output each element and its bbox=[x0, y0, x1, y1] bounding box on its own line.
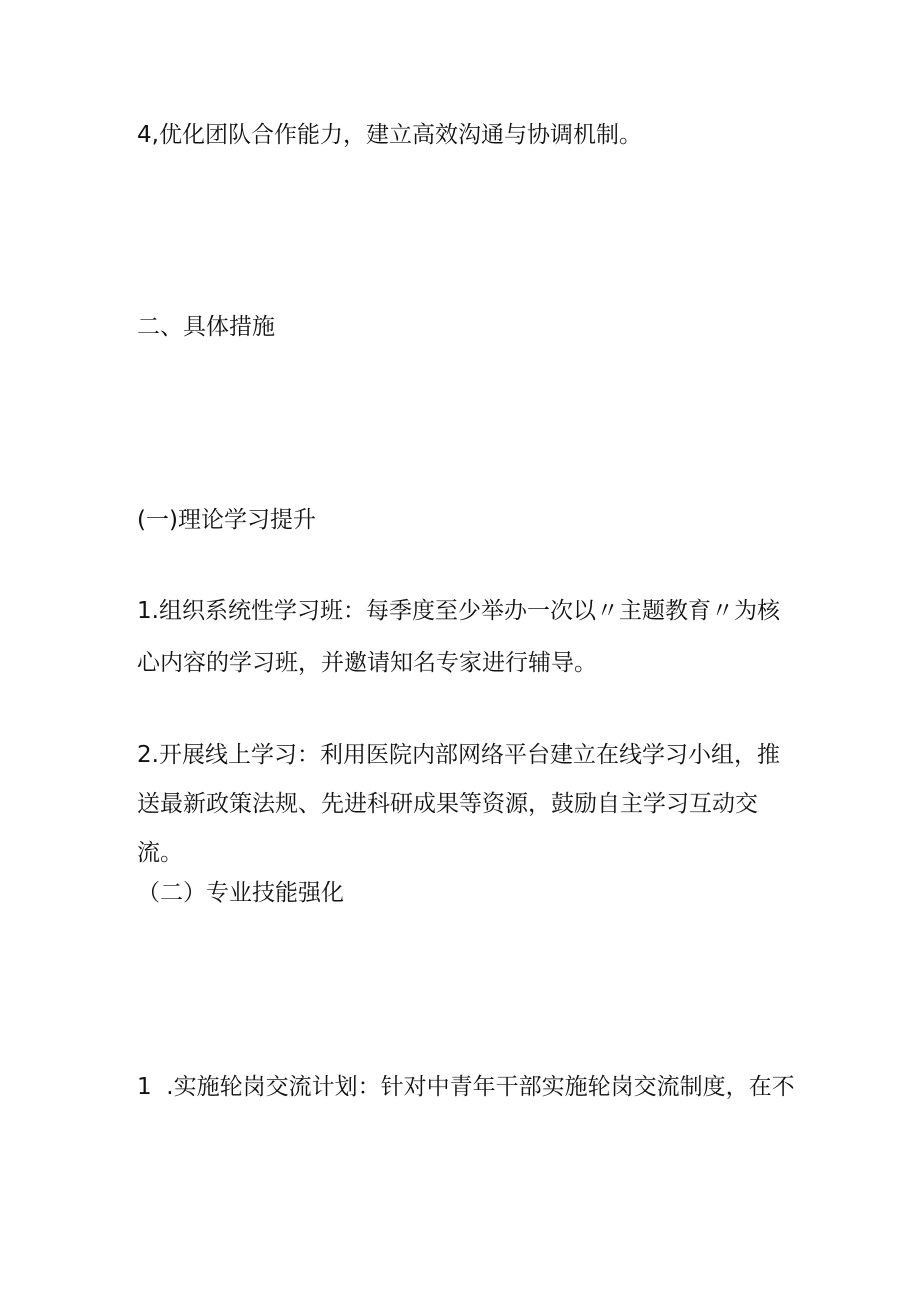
subsection-heading-theory-study: (一)理论学习提升 bbox=[137, 507, 316, 533]
goal-item-4: 4,优化团队合作能力，建立高效沟通与协调机制。 bbox=[137, 122, 642, 148]
item-online-study-line-3: 流。 bbox=[137, 840, 183, 866]
section-heading-measures: 二、具体措施 bbox=[137, 314, 275, 340]
item-study-class-line-2: 心内容的学习班，并邀请知名专家进行辅导。 bbox=[137, 650, 597, 676]
item-rotation-plan-line-1: 1 .实施轮岗交流计划：针对中青年干部实施轮岗交流制度，在不 bbox=[137, 1074, 795, 1100]
item-study-class-line-1: 1.组织系统性学习班：每季度至少举办一次以〃主题教育〃为核 bbox=[137, 598, 780, 624]
subsection-heading-skills: （二）专业技能强化 bbox=[137, 880, 344, 906]
item-online-study-line-2: 送最新政策法规、先进科研成果等资源，鼓励自主学习互动交 bbox=[137, 791, 758, 817]
item-online-study-line-1: 2.开展线上学习：利用医院内部网络平台建立在线学习小组，推 bbox=[137, 742, 780, 768]
